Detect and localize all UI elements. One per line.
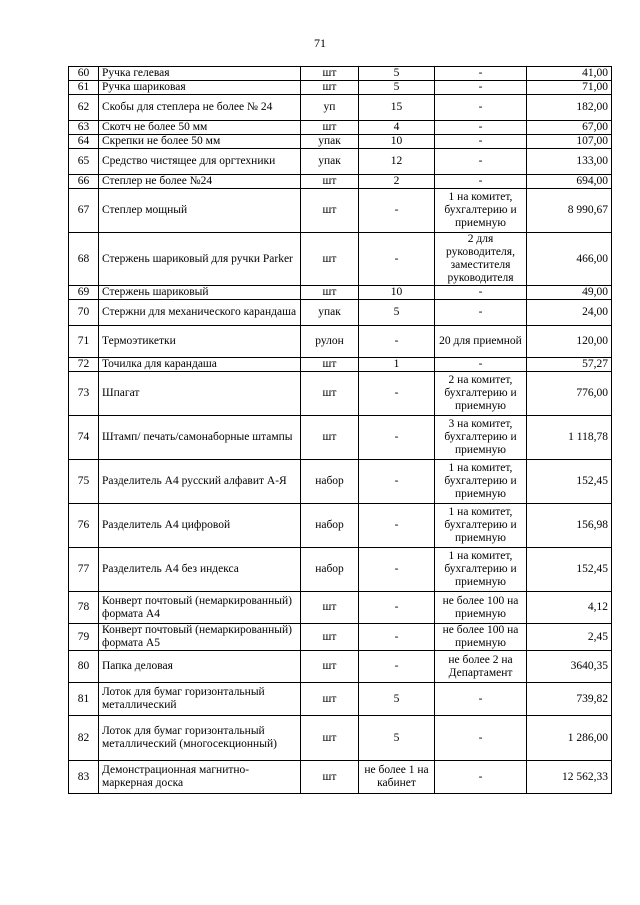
cell-note: 1 на комитет, бухгалтерию и приемную [435, 189, 527, 233]
cell-unit: упак [301, 149, 359, 175]
cell-item-name: Точилка для карандаша [99, 358, 301, 372]
cell-price: 120,00 [527, 326, 612, 358]
cell-note: не более 100 на приемную [435, 592, 527, 624]
cell-note: 2 на комитет, бухгалтерию и приемную [435, 372, 527, 416]
cell-item-name: Стержень шариковый [99, 286, 301, 300]
table-row [69, 149, 612, 175]
cell-note: - [435, 149, 527, 175]
table-row [69, 358, 612, 372]
cell-unit: шт [301, 358, 359, 372]
cell-item-name: Скобы для степлера не более № 24 [99, 95, 301, 121]
cell-number: 73 [69, 372, 99, 416]
cell-number: 80 [69, 651, 99, 683]
cell-note: - [435, 95, 527, 121]
table-row [69, 81, 612, 95]
cell-unit: шт [301, 716, 359, 761]
cell-unit: шт [301, 175, 359, 189]
cell-item-name: Разделитель А4 русский алфавит А-Я [99, 460, 301, 504]
cell-note: - [435, 121, 527, 135]
cell-item-name: Штамп/ печать/самонаборные штампы [99, 416, 301, 460]
cell-unit: шт [301, 624, 359, 651]
cell-price: 182,00 [527, 95, 612, 121]
cell-price: 57,27 [527, 358, 612, 372]
cell-quantity: 5 [359, 81, 435, 95]
cell-price: 152,45 [527, 460, 612, 504]
cell-quantity: - [359, 651, 435, 683]
cell-price: 41,00 [527, 67, 612, 81]
table-row [69, 300, 612, 326]
table-row [69, 326, 612, 358]
cell-number: 68 [69, 233, 99, 286]
cell-price: 152,45 [527, 548, 612, 592]
cell-price: 67,00 [527, 121, 612, 135]
cell-number: 77 [69, 548, 99, 592]
cell-number: 69 [69, 286, 99, 300]
cell-note: - [435, 358, 527, 372]
cell-note: - [435, 67, 527, 81]
cell-note: 2 для руководителя, заместителя руководителя [435, 233, 527, 286]
cell-price: 49,00 [527, 286, 612, 300]
table-row [69, 460, 612, 504]
cell-unit: шт [301, 372, 359, 416]
cell-number: 75 [69, 460, 99, 504]
cell-number: 79 [69, 624, 99, 651]
cell-unit: шт [301, 233, 359, 286]
table-row [69, 233, 612, 286]
cell-quantity: 4 [359, 121, 435, 135]
cell-price: 4,12 [527, 592, 612, 624]
cell-quantity: - [359, 504, 435, 548]
cell-item-name: Конверт почтовый (немаркированный) формата А4 [99, 592, 301, 624]
cell-unit: шт [301, 761, 359, 794]
cell-number: 76 [69, 504, 99, 548]
cell-price: 2,45 [527, 624, 612, 651]
cell-note: - [435, 716, 527, 761]
cell-number: 72 [69, 358, 99, 372]
cell-unit: рулон [301, 326, 359, 358]
cell-quantity: - [359, 624, 435, 651]
cell-unit: набор [301, 460, 359, 504]
cell-item-name: Шпагат [99, 372, 301, 416]
items-table-body [69, 67, 612, 794]
cell-item-name: Демонстрационная магнитно-маркерная доска [99, 761, 301, 794]
table-row [69, 372, 612, 416]
table-row [69, 716, 612, 761]
cell-quantity: - [359, 460, 435, 504]
table-row [69, 175, 612, 189]
cell-quantity: 15 [359, 95, 435, 121]
cell-price: 739,82 [527, 683, 612, 716]
cell-number: 67 [69, 189, 99, 233]
cell-item-name: Конверт почтовый (немаркированный) формата А5 [99, 624, 301, 651]
cell-number: 60 [69, 67, 99, 81]
cell-quantity: 5 [359, 683, 435, 716]
cell-unit: набор [301, 504, 359, 548]
cell-item-name: Лоток для бумаг горизонтальный металлический (многосекционный) [99, 716, 301, 761]
cell-quantity: - [359, 189, 435, 233]
cell-note: - [435, 286, 527, 300]
cell-quantity: 1 [359, 358, 435, 372]
cell-item-name: Степлер мощный [99, 189, 301, 233]
cell-number: 63 [69, 121, 99, 135]
cell-note: 1 на комитет, бухгалтерию и приемную [435, 548, 527, 592]
cell-price: 1 286,00 [527, 716, 612, 761]
cell-price: 24,00 [527, 300, 612, 326]
cell-quantity: - [359, 592, 435, 624]
cell-number: 71 [69, 326, 99, 358]
cell-unit: шт [301, 416, 359, 460]
table-row [69, 651, 612, 683]
cell-price: 694,00 [527, 175, 612, 189]
cell-unit: шт [301, 189, 359, 233]
cell-number: 64 [69, 135, 99, 149]
cell-unit: набор [301, 548, 359, 592]
cell-quantity: 2 [359, 175, 435, 189]
cell-note: не более 2 на Департамент [435, 651, 527, 683]
page-number: 71 [314, 36, 326, 50]
cell-quantity: 10 [359, 286, 435, 300]
cell-quantity: 5 [359, 716, 435, 761]
cell-quantity: - [359, 416, 435, 460]
cell-price: 3640,35 [527, 651, 612, 683]
cell-unit: шт [301, 683, 359, 716]
cell-item-name: Степлер не более №24 [99, 175, 301, 189]
table-row [69, 189, 612, 233]
cell-price: 1 118,78 [527, 416, 612, 460]
cell-quantity: 5 [359, 67, 435, 81]
cell-item-name: Стержень шариковый для ручки Parker [99, 233, 301, 286]
cell-number: 81 [69, 683, 99, 716]
cell-number: 70 [69, 300, 99, 326]
cell-number: 78 [69, 592, 99, 624]
table-row [69, 67, 612, 81]
cell-price: 466,00 [527, 233, 612, 286]
cell-quantity: - [359, 326, 435, 358]
table-row [69, 592, 612, 624]
table-row [69, 548, 612, 592]
cell-note: 3 на комитет, бухгалтерию и приемную [435, 416, 527, 460]
cell-item-name: Скотч не более 50 мм [99, 121, 301, 135]
cell-item-name: Ручка шариковая [99, 81, 301, 95]
cell-unit: шт [301, 651, 359, 683]
cell-price: 133,00 [527, 149, 612, 175]
cell-quantity: 5 [359, 300, 435, 326]
table-row [69, 624, 612, 651]
cell-quantity: - [359, 548, 435, 592]
cell-item-name: Разделитель А4 цифровой [99, 504, 301, 548]
cell-unit: упак [301, 300, 359, 326]
cell-price: 8 990,67 [527, 189, 612, 233]
table-row [69, 761, 612, 794]
cell-item-name: Папка деловая [99, 651, 301, 683]
cell-number: 83 [69, 761, 99, 794]
cell-price: 12 562,33 [527, 761, 612, 794]
items-table [68, 66, 612, 794]
cell-number: 65 [69, 149, 99, 175]
cell-number: 74 [69, 416, 99, 460]
cell-note: - [435, 683, 527, 716]
cell-item-name: Термоэтикетки [99, 326, 301, 358]
table-row [69, 135, 612, 149]
cell-note: не более 100 на приемную [435, 624, 527, 651]
cell-item-name: Средство чистящее для оргтехники [99, 149, 301, 175]
cell-unit: шт [301, 81, 359, 95]
cell-unit: уп [301, 95, 359, 121]
cell-price: 107,00 [527, 135, 612, 149]
cell-number: 61 [69, 81, 99, 95]
cell-price: 71,00 [527, 81, 612, 95]
cell-number: 66 [69, 175, 99, 189]
cell-item-name: Ручка гелевая [99, 67, 301, 81]
table-row [69, 286, 612, 300]
table-row [69, 95, 612, 121]
cell-item-name: Разделитель А4 без индекса [99, 548, 301, 592]
cell-number: 62 [69, 95, 99, 121]
cell-quantity: не более 1 на кабинет [359, 761, 435, 794]
cell-item-name: Стержни для механического карандаша [99, 300, 301, 326]
cell-unit: шт [301, 121, 359, 135]
cell-note: - [435, 81, 527, 95]
cell-unit: шт [301, 592, 359, 624]
cell-quantity: 12 [359, 149, 435, 175]
cell-note: 1 на комитет, бухгалтерию и приемную [435, 460, 527, 504]
cell-quantity: - [359, 233, 435, 286]
cell-note: 1 на комитет, бухгалтерию и приемную [435, 504, 527, 548]
table-row [69, 683, 612, 716]
cell-price: 156,98 [527, 504, 612, 548]
cell-quantity: 10 [359, 135, 435, 149]
cell-note: - [435, 761, 527, 794]
cell-note: 20 для приемной [435, 326, 527, 358]
table-row [69, 416, 612, 460]
cell-number: 82 [69, 716, 99, 761]
cell-note: - [435, 300, 527, 326]
cell-unit: упак [301, 135, 359, 149]
cell-quantity: - [359, 372, 435, 416]
cell-item-name: Лоток для бумаг горизонтальный металлический [99, 683, 301, 716]
table-row [69, 504, 612, 548]
cell-unit: шт [301, 286, 359, 300]
cell-note: - [435, 175, 527, 189]
table-row [69, 121, 612, 135]
cell-note: - [435, 135, 527, 149]
cell-unit: шт [301, 67, 359, 81]
cell-price: 776,00 [527, 372, 612, 416]
cell-item-name: Скрепки не более 50 мм [99, 135, 301, 149]
